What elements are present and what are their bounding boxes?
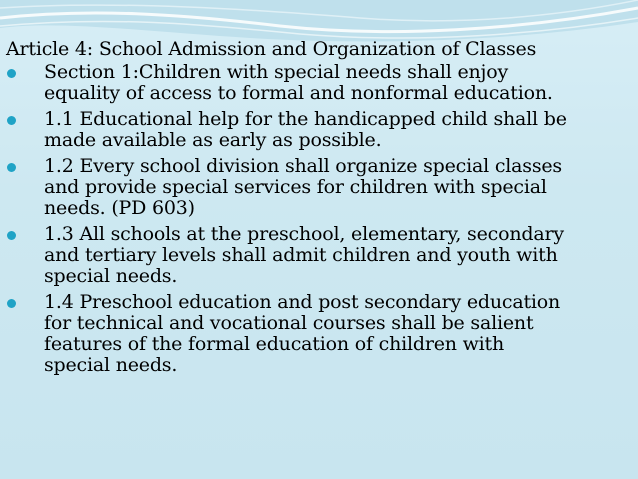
list-item-line: Section 1:Children with special needs shall enjoy: [44, 61, 509, 83]
list-item: [6, 62, 636, 104]
list-item-line: for technical and vocational courses shall be salient: [44, 312, 534, 334]
list-item-line: and tertiary levels shall admit children and youth with: [44, 244, 558, 266]
list-item-line: needs. (PD 603): [44, 197, 195, 219]
list-item-line: features of the formal education of children with: [44, 333, 505, 355]
filled-circle-bullet-icon: [7, 231, 16, 240]
filled-circle-bullet-icon: [7, 299, 16, 308]
list-item-line: 1.2 Every school division shall organize special classes: [44, 155, 562, 177]
list-item-line: 1.4 Preschool education and post secondary education: [44, 291, 561, 313]
list-item-line: 1.1 Educational help for the handicapped child shall be: [44, 108, 567, 130]
list-item-line: 1.3 All schools at the preschool, elementary, secondary: [44, 223, 564, 245]
list-item-line: special needs.: [44, 265, 178, 287]
list-item-line: made available as early as possible.: [44, 129, 382, 151]
filled-circle-bullet-icon: [7, 116, 16, 125]
filled-circle-bullet-icon: [7, 163, 16, 172]
bullet-list: [6, 62, 636, 376]
slide-title: Article 4: School Admission and Organization of Classes: [6, 38, 537, 60]
filled-circle-bullet-icon: [7, 69, 16, 78]
list-item: [6, 292, 636, 376]
list-item-line: special needs.: [44, 354, 178, 376]
list-item: [6, 156, 636, 219]
list-item-line: equality of access to formal and nonformal education.: [44, 82, 553, 104]
list-item-line: and provide special services for children with special: [44, 176, 547, 198]
list-item: [6, 109, 636, 151]
slide-content: [6, 38, 636, 381]
list-item: [6, 224, 636, 287]
